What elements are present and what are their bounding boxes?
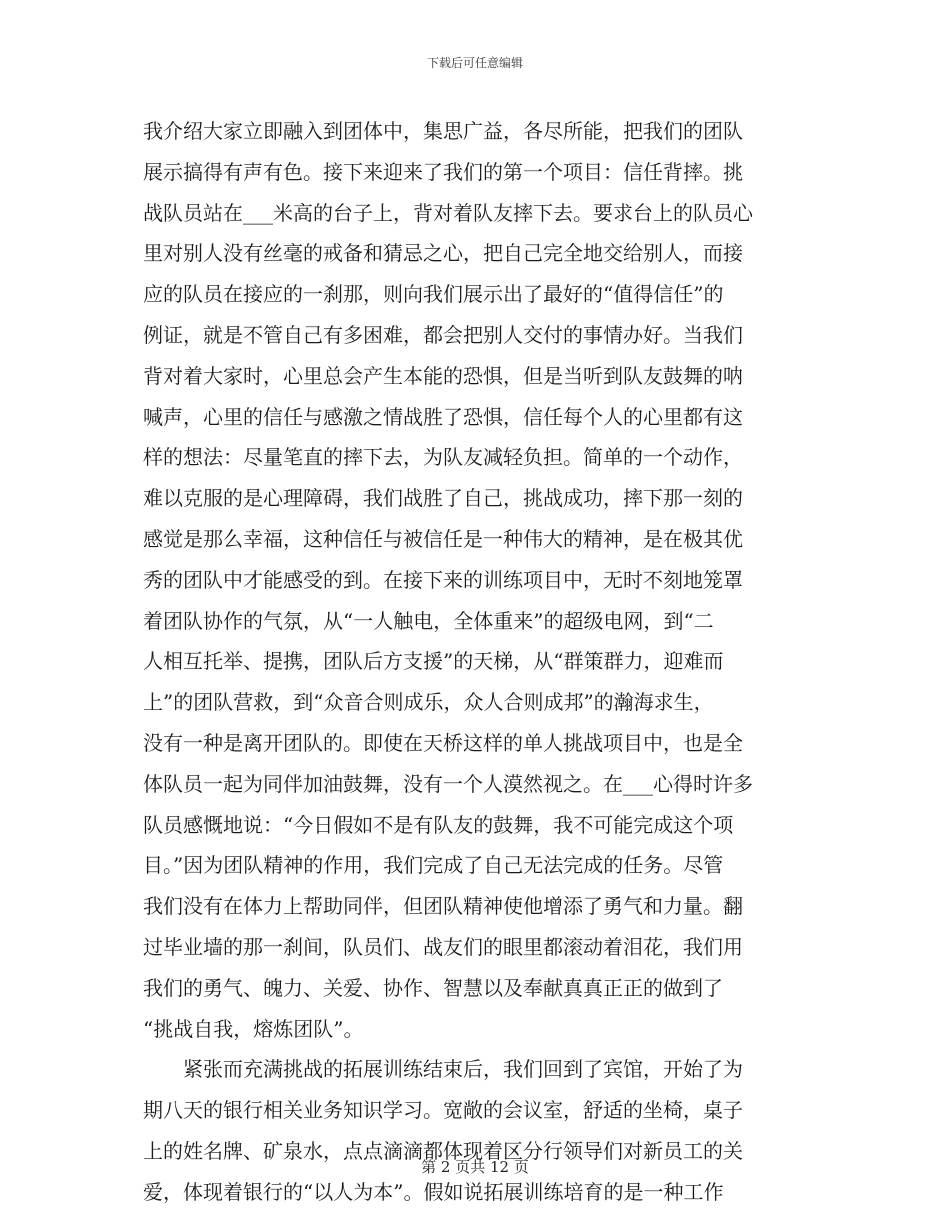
text-line: 展示搞得有声有色。接下来迎来了我们的第一个项目：信任背摔。挑	[143, 159, 743, 184]
text-line: 上的姓名牌、矿泉水，点点滴滴都体现着区分行领导们对新员工的关	[143, 1138, 743, 1163]
text-line: 战队员站在___米高的台子上，背对着队友摔下去。要求台上的队员心	[143, 200, 753, 225]
text-line: 背对着大家时，心里总会产生本能的恐惧，但是当听到队友鼓舞的呐	[143, 363, 743, 388]
text-line: “挑战自我，熔炼团队”。	[143, 1016, 364, 1041]
text-line: 过毕业墙的那一刹间，队员们、战友们的眼里都滚动着泪花，我们用	[143, 934, 743, 959]
body-text	[143, 111, 808, 1213]
text-line: 难以克服的是心理障碍，我们战胜了自己，挑战成功，摔下那一刻的	[143, 486, 743, 511]
text-line: 例证，就是不管自己有多困难，都会把别人交付的事情办好。当我们	[143, 322, 743, 347]
text-line: 人相互托举、提携，团队后方支援”的天梯，从“群策群力，迎难而	[143, 649, 724, 674]
text-line: 样的想法：尽量笔直的摔下去，为队友减轻负担。简单的一个动作，	[143, 445, 743, 470]
text-line: 队员感慨地说：“今日假如不是有队友的鼓舞，我不可能完成这个项	[143, 812, 734, 837]
text-line: 紧张而充满挑战的拓展训练结束后，我们回到了宾馆，开始了为	[143, 1057, 743, 1082]
text-line: 应的队员在接应的一刹那，则向我们展示出了最好的“值得信任”的	[143, 282, 724, 307]
text-line: 体队员一起为同伴加油鼓舞，没有一个人漠然视之。在___心得时许多	[143, 771, 753, 796]
text-line: 上”的团队营救，到“众音合则成乐，众人合则成邦”的瀚海求生，	[143, 690, 714, 715]
text-line: 着团队协作的气氛，从“一人触电，全体重来”的超级电网，到“二	[143, 608, 714, 633]
text-line: 目。”因为团队精神的作用，我们完成了自己无法完成的任务。尽管	[143, 853, 724, 878]
text-line: 我们的勇气、魄力、关爱、协作、智慧以及奉献真真正正的做到了	[143, 975, 723, 1000]
text-line: 秀的团队中才能感受的到。在接下来的训练项目中，无时不刻地笼罩	[143, 567, 743, 592]
text-line: 感觉是那么幸福，这种信任与被信任是一种伟大的精神，是在极其优	[143, 526, 743, 551]
page-footer: 第 2 页共 12 页	[421, 1158, 529, 1176]
text-line: 里对别人没有丝毫的戒备和猜忌之心，把自己完全地交给别人，而接	[143, 241, 743, 266]
text-line: 爱，体现着银行的“以人为本”。假如说拓展训练培育的是一种工作	[143, 1179, 724, 1204]
text-line: 我们没有在体力上帮助同伴，但团队精神使他增添了勇气和力量。翻	[143, 894, 743, 919]
text-line: 没有一种是离开团队的。即使在天桥这样的单人挑战项目中，也是全	[143, 730, 743, 755]
text-line: 我介绍大家立即融入到团体中，集思广益，各尽所能，把我们的团队	[143, 119, 743, 143]
page-header: 下载后可任意编辑	[426, 56, 523, 70]
text-line: 喊声，心里的信任与感激之情战胜了恐惧，信任每个人的心里都有这	[143, 404, 743, 429]
text-line: 期八天的银行相关业务知识学习。宽敞的会议室，舒适的坐椅，桌子	[143, 1098, 743, 1123]
